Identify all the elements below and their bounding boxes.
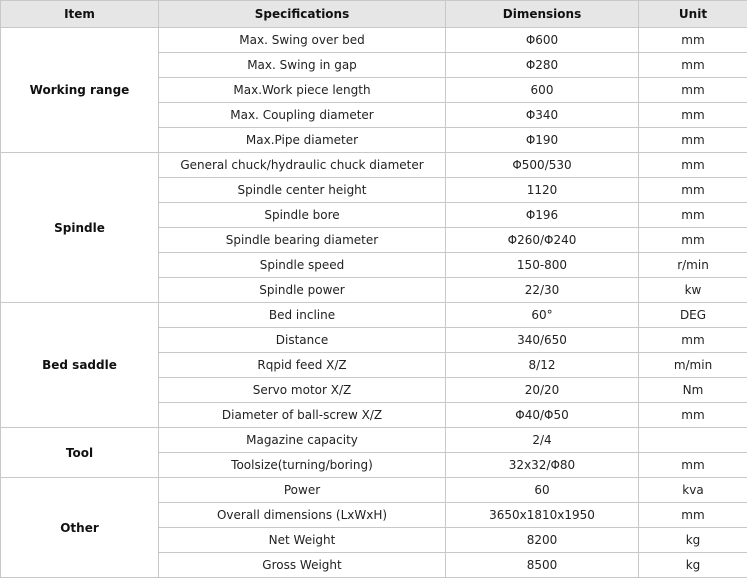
table-row [1,28,747,53]
specification-cell: General chuck/hydraulic chuck diameter [159,153,446,178]
dimension-cell: 8/12 [446,353,639,378]
dimension-cell: 8500 [446,553,639,578]
dimension-cell: Φ260/Φ240 [446,228,639,253]
specification-cell: Power [159,478,446,503]
unit-cell: mm [639,128,747,153]
table-row [1,428,747,453]
dimension-cell: 60° [446,303,639,328]
dimension-cell: 2/4 [446,428,639,453]
specification-cell: Magazine capacity [159,428,446,453]
unit-cell: m/min [639,353,747,378]
unit-cell: r/min [639,253,747,278]
table-row [1,303,747,328]
unit-cell: mm [639,53,747,78]
specification-cell: Distance [159,328,446,353]
dimension-cell: 32x32/Φ80 [446,453,639,478]
unit-cell: mm [639,28,747,53]
dimension-cell: Φ340 [446,103,639,128]
specification-cell: Max. Swing in gap [159,53,446,78]
header-specifications: Specifications [159,1,446,28]
specification-cell: Net Weight [159,528,446,553]
unit-cell: mm [639,503,747,528]
group-name-cell: Other [1,478,159,578]
header-unit: Unit [639,1,747,28]
dimension-cell: Φ600 [446,28,639,53]
dimension-cell: Φ196 [446,203,639,228]
unit-cell: mm [639,203,747,228]
dimension-cell: 22/30 [446,278,639,303]
specification-cell: Bed incline [159,303,446,328]
unit-cell: Nm [639,378,747,403]
dimension-cell: Φ190 [446,128,639,153]
dimension-cell: Φ40/Φ50 [446,403,639,428]
unit-cell [639,428,747,453]
specification-cell: Max.Work piece length [159,78,446,103]
unit-cell: kg [639,528,747,553]
group-name-cell: Bed saddle [1,303,159,428]
unit-cell: mm [639,228,747,253]
dimension-cell: 60 [446,478,639,503]
specification-cell: Max.Pipe diameter [159,128,446,153]
table-row [1,478,747,503]
dimension-cell: 20/20 [446,378,639,403]
specification-cell: Rqpid feed X/Z [159,353,446,378]
unit-cell: mm [639,403,747,428]
dimension-cell: 1120 [446,178,639,203]
unit-cell: mm [639,153,747,178]
unit-cell: kw [639,278,747,303]
dimension-cell: 8200 [446,528,639,553]
table-body [1,28,747,578]
unit-cell: mm [639,103,747,128]
specification-cell: Servo motor X/Z [159,378,446,403]
specification-cell: Spindle power [159,278,446,303]
group-name-cell: Working range [1,28,159,153]
table-row [1,153,747,178]
specification-cell: Spindle center height [159,178,446,203]
specification-cell: Diameter of ball-screw X/Z [159,403,446,428]
group-name-cell: Tool [1,428,159,478]
header-dimensions: Dimensions [446,1,639,28]
dimension-cell: 600 [446,78,639,103]
dimension-cell: 3650x1810x1950 [446,503,639,528]
unit-cell: DEG [639,303,747,328]
dimension-cell: 150-800 [446,253,639,278]
specification-cell: Spindle bore [159,203,446,228]
unit-cell: mm [639,453,747,478]
specification-cell: Toolsize(turning/boring) [159,453,446,478]
specification-cell: Overall dimensions (LxWxH) [159,503,446,528]
unit-cell: mm [639,78,747,103]
specification-cell: Gross Weight [159,553,446,578]
specification-cell: Spindle bearing diameter [159,228,446,253]
group-name-cell: Spindle [1,153,159,303]
unit-cell: kva [639,478,747,503]
unit-cell: kg [639,553,747,578]
specification-cell: Spindle speed [159,253,446,278]
specification-cell: Max. Coupling diameter [159,103,446,128]
specification-cell: Max. Swing over bed [159,28,446,53]
header-row [1,1,747,28]
unit-cell: mm [639,178,747,203]
dimension-cell: Φ500/530 [446,153,639,178]
unit-cell: mm [639,328,747,353]
dimension-cell: 340/650 [446,328,639,353]
dimension-cell: Φ280 [446,53,639,78]
header-item: Item [1,1,159,28]
